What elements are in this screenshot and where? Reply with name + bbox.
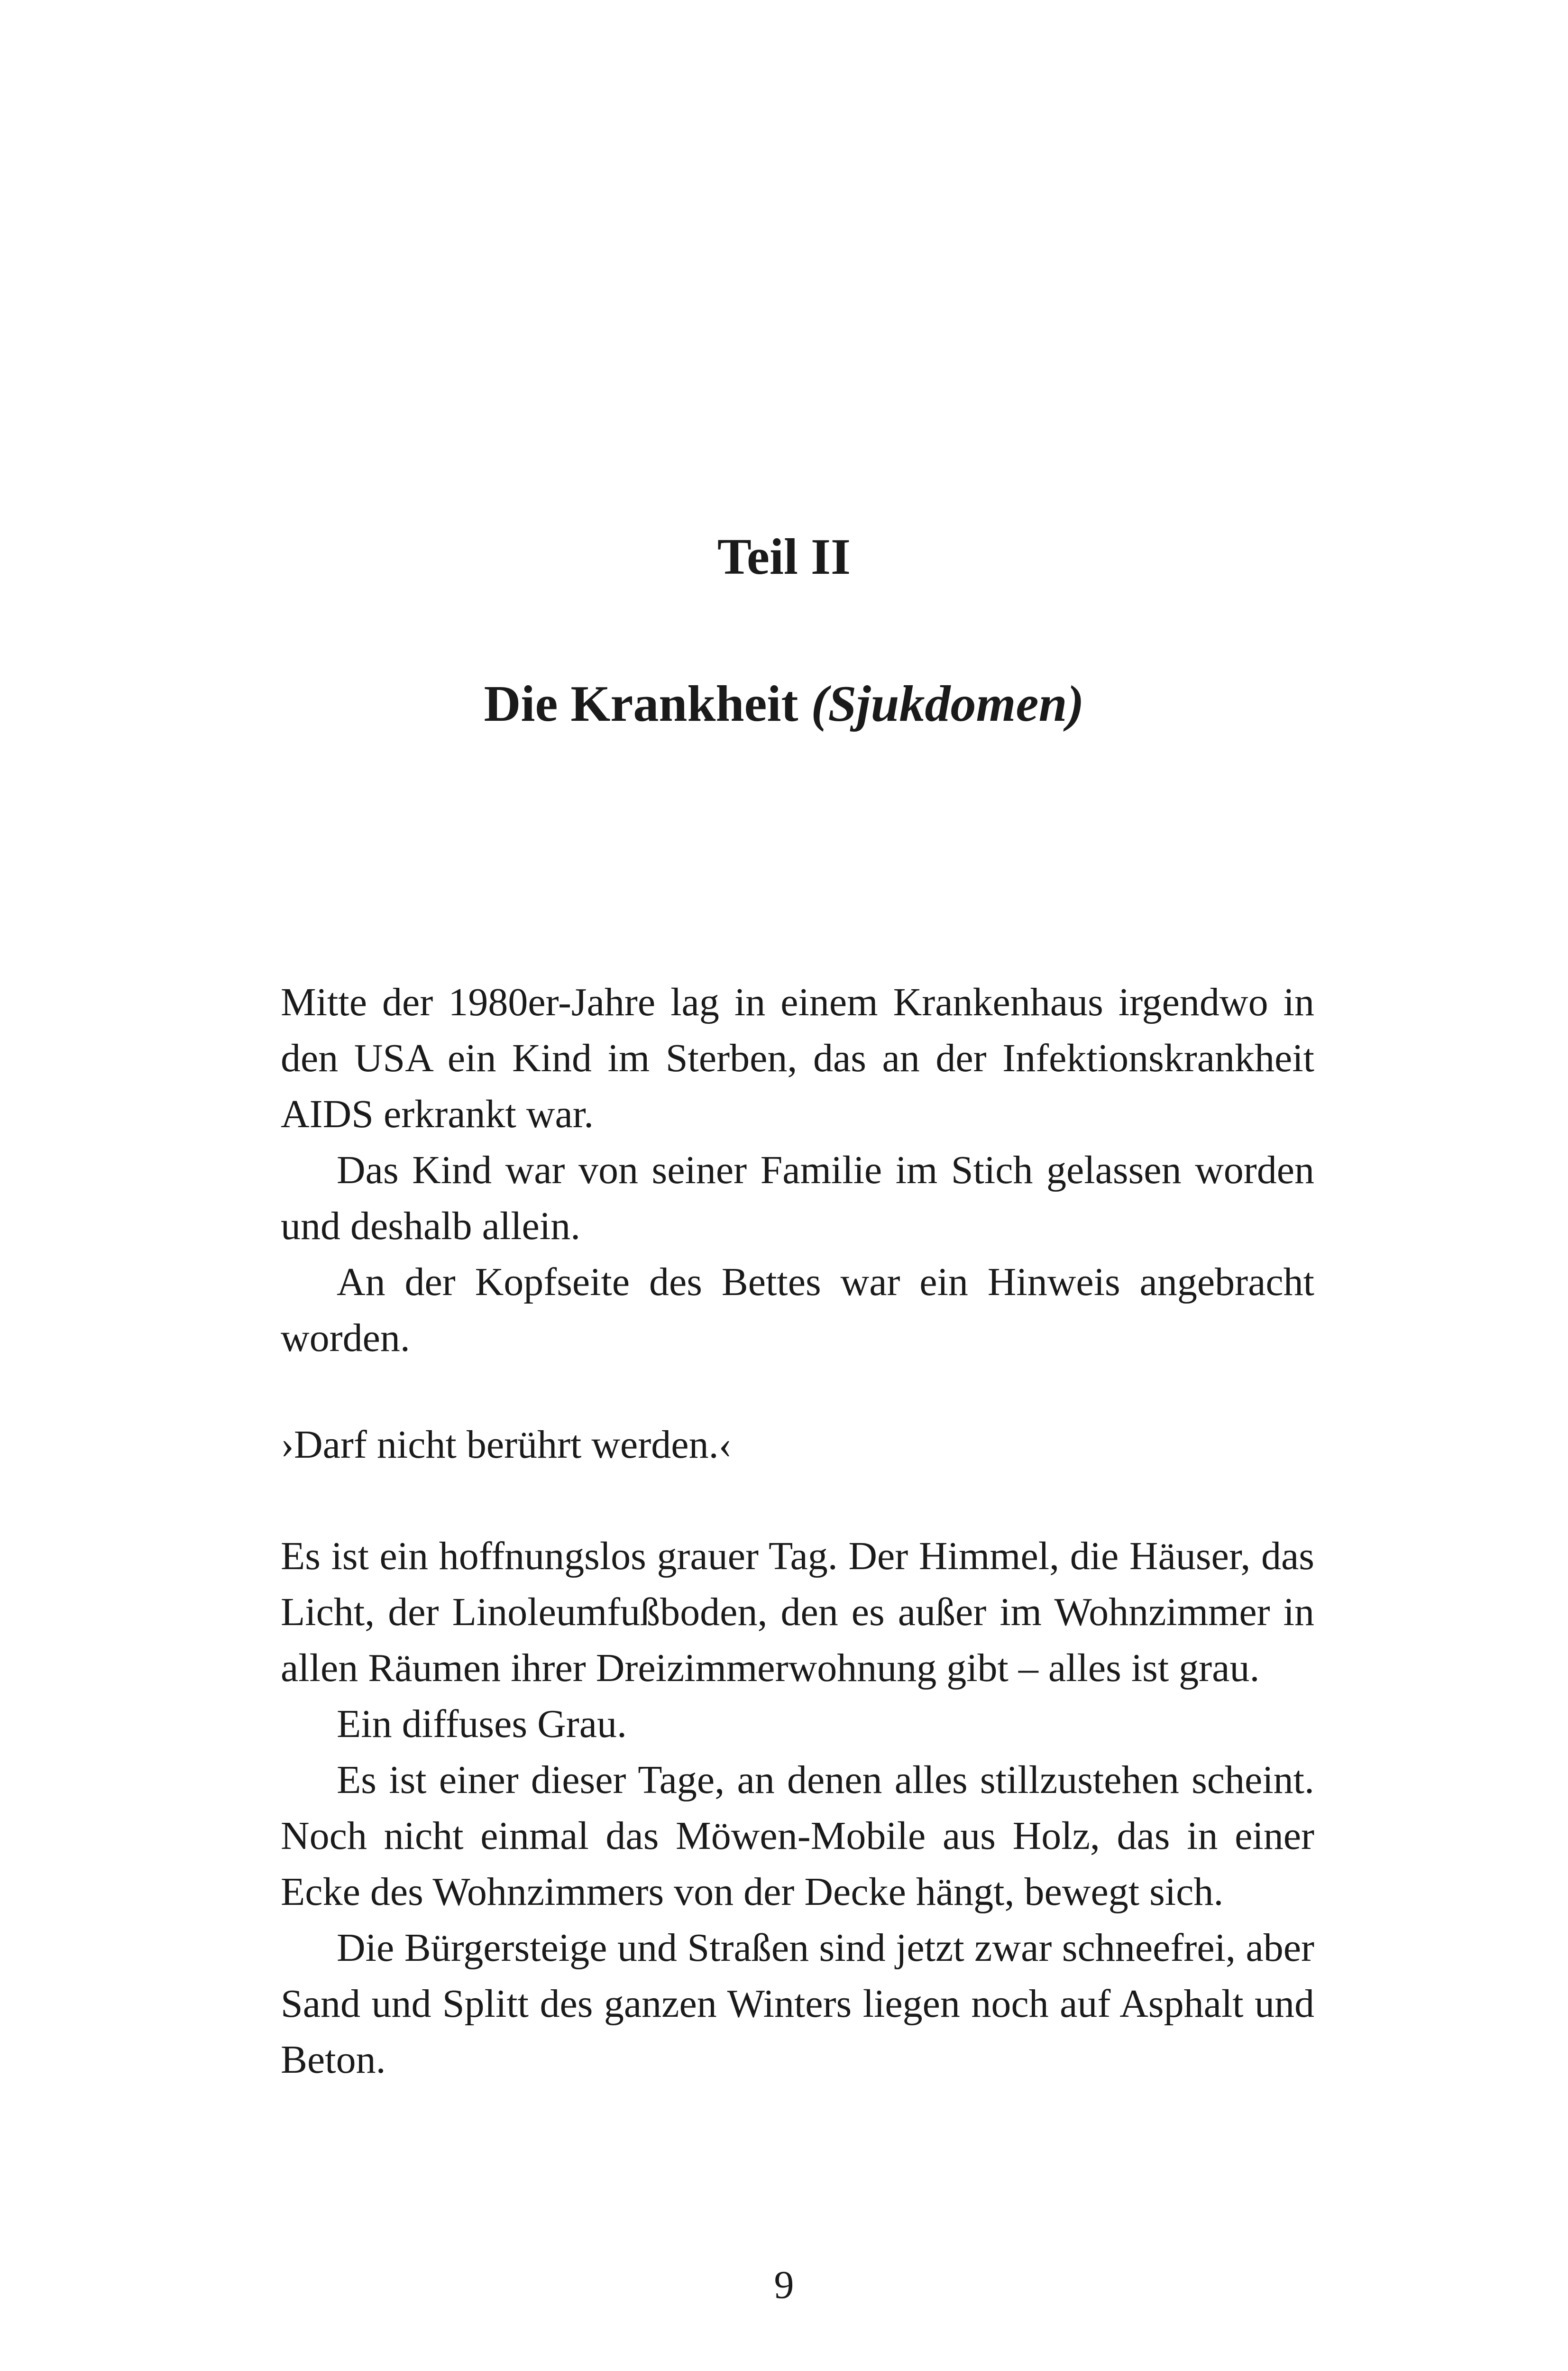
paragraph: Es ist ein hoffnungslos grauer Tag. Der Himmel, die Häuser, das Licht, der Linoleumfußboden, den es außer im Wohnzimmer in allen Räumen ihrer Dreizimmerwohnung gibt – alles ist grau. (281, 1534, 1314, 1690)
page-number: 9 (774, 2263, 794, 2307)
paragraph: An der Kopfseite des Bettes war ein Hinweis angebracht worden. (281, 1260, 1314, 1360)
paragraph: Das Kind war von seiner Familie im Stich gelassen worden und deshalb allein. (281, 1148, 1314, 1248)
section-1 (281, 974, 1314, 1366)
chapter-subtitle: (Sjukdomen) (811, 676, 1084, 732)
quote-block (281, 1417, 1314, 1473)
chapter-title (0, 671, 1568, 737)
paragraph: Ein diffuses Grau. (337, 1702, 627, 1746)
paragraph: Die Bürgersteige und Straßen sind jetzt zwar schneefrei, aber Sand und Splitt des ganzen Winters liegen noch auf Asphalt und Beton. (281, 1926, 1314, 2082)
paragraph: Mitte der 1980er-Jahre lag in einem Krankenhaus irgendwo in den USA ein Kind im Sterben, das an der Infektionskrankheit AIDS erkrankt war. (281, 980, 1314, 1136)
part-title: Teil II (717, 529, 851, 585)
chapter-title-text: Die Krankheit (484, 676, 798, 732)
quote: ›Darf nicht berührt werden.‹ (281, 1423, 732, 1467)
section-2 (281, 1528, 1314, 2088)
paragraph: Es ist einer dieser Tage, an denen alles stillzustehen scheint. Noch nicht einmal das Möwen-Mobile aus Holz, das in einer Ecke des Wohnzimmers von der Decke hängt, bewegt sich. (281, 1758, 1314, 1914)
